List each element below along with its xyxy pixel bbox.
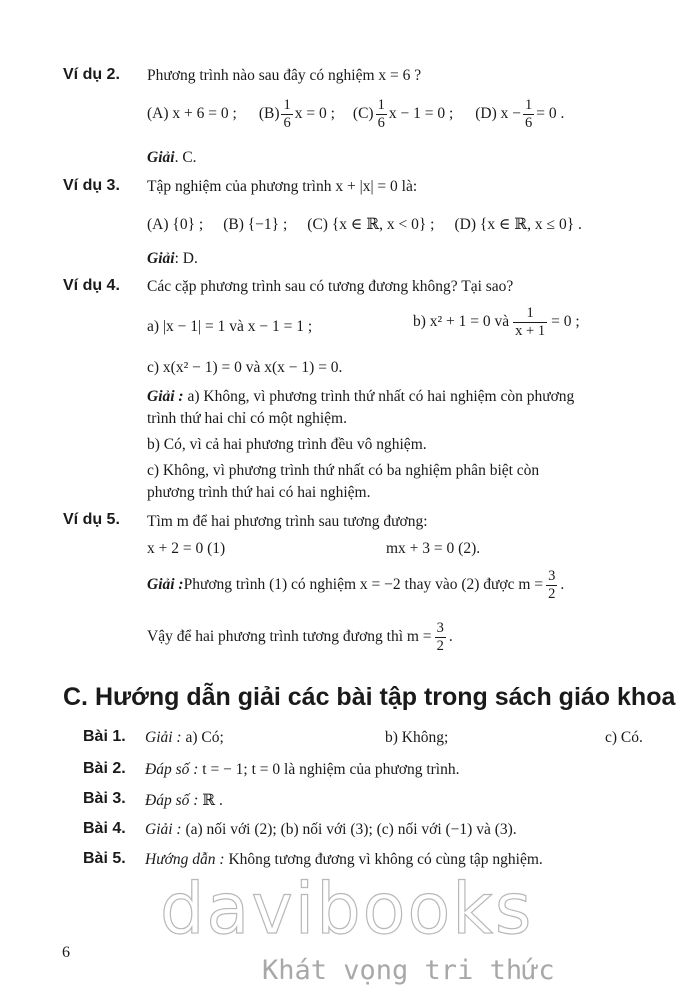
exercise-1-answer-b: b) Không; [385, 729, 449, 746]
example-5-solution: Giải : Phương trình (1) có nghiệm x = −2 thay vào (2) được m = $\frac{3}{2}$ . [147, 568, 565, 602]
exercise-2-label: Bài 2. [83, 760, 126, 777]
exercise-4-answer: Giải : (a) nối với (2); (b) nối với (3); (c) nối với (−1) và (3). [145, 821, 517, 838]
example-4-label: Ví dụ 4. [63, 277, 120, 294]
example-4-solution-c-cont: phương trình thứ hai có hai nghiệm. [147, 484, 371, 501]
equation-2: mx + 3 = 0 (2). [386, 540, 481, 557]
option-a: (A) x + 6 = 0 ; [147, 105, 237, 122]
example-3-options: (A) {0} ; (B) {−1} ; (C) {x ∈ ℝ, x < 0} ; (D) {x ∈ ℝ, x ≤ 0} . [147, 216, 582, 233]
example-4-solution-b: b) Có, vì cả hai phương trình đều vô nghiệm. [147, 436, 427, 453]
fraction: $\frac{1}{6}$ [525, 97, 533, 131]
example-2-label: Ví dụ 2. [63, 66, 120, 83]
example-5-conclusion: Vậy để hai phương trình tương đương thì m = $\frac{3}{2}$ . [147, 620, 453, 654]
fraction: $\frac{3}{2}$ [548, 568, 556, 602]
example-4-solution-c: c) Không, vì phương trình thứ nhất có ba nghiệm phân biệt còn [147, 462, 540, 479]
page-number: 6 [62, 944, 70, 961]
example-5-label: Ví dụ 5. [63, 511, 120, 528]
exercise-3-label: Bài 3. [83, 790, 126, 807]
option-b-suffix: x = 0 ; [294, 105, 335, 122]
example-5-question: Tìm m để hai phương trình sau tương đương: [147, 513, 428, 530]
fraction: $\frac{1}{6}$ [377, 97, 385, 131]
example-2-question: Phương trình nào sau đây có nghiệm x = 6 ? [147, 67, 422, 84]
exercise-5-label: Bài 5. [83, 850, 126, 867]
exercise-1-label: Bài 1. [83, 728, 126, 745]
example-4-question: Các cặp phương trình sau có tương đương không? Tại sao? [147, 278, 514, 295]
example-3-question: Tập nghiệm của phương trình x + |x| = 0 là: [147, 178, 418, 195]
example-4-part-a: a) |x − 1| = 1 và x − 1 = 1 ; [147, 318, 313, 335]
option-d-prefix: (D) x − [475, 105, 522, 122]
equation-1: x + 2 = 0 (1) [147, 540, 226, 557]
exercise-4-label: Bài 4. [83, 820, 126, 837]
example-4-solution-a-cont: trình thứ hai chỉ có một nghiệm. [147, 410, 347, 427]
exercise-1-answer-c: c) Có. [605, 729, 643, 746]
example-3-solution: Giải: D. [147, 250, 198, 267]
example-4-part-b: b) x² + 1 = 0 và $\frac{1}{x + 1}$ = 0 ; [413, 305, 580, 339]
option-c-suffix: x − 1 = 0 ; [388, 105, 454, 122]
exercise-2-answer: Đáp số : t = − 1; t = 0 là nghiệm của phương trình. [145, 761, 460, 778]
exercise-5-answer: Hướng dẫn : Không tương đương vì không có cùng tập nghiệm. [145, 851, 543, 868]
example-4-solution-a: Giải : a) Không, vì phương trình thứ nhất có hai nghiệm còn phương [147, 388, 575, 405]
option-d-suffix: = 0 . [536, 105, 565, 122]
option-c-prefix: (C) [352, 105, 374, 122]
example-2-options [147, 97, 564, 131]
exercise-1-answer: Giải : a) Có; [145, 729, 224, 746]
exercise-3-answer: Đáp số : ℝ . [145, 792, 223, 809]
option-b-prefix: (B) [258, 105, 280, 122]
example-2-solution: Giải. C. [147, 149, 197, 166]
section-heading: C. Hướng dẫn giải các bài tập trong sách giáo khoa [63, 683, 676, 711]
example-4-part-c: c) x(x² − 1) = 0 và x(x − 1) = 0. [147, 359, 343, 376]
fraction: $\frac{1}{x + 1}$ [515, 305, 546, 339]
watermark-tagline: Khát vọng tri thức [262, 955, 555, 986]
fraction: $\frac{1}{6}$ [283, 97, 291, 131]
example-3-label: Ví dụ 3. [63, 177, 120, 194]
watermark-brand: davibooks [160, 868, 534, 950]
fraction: $\frac{3}{2}$ [436, 620, 444, 654]
